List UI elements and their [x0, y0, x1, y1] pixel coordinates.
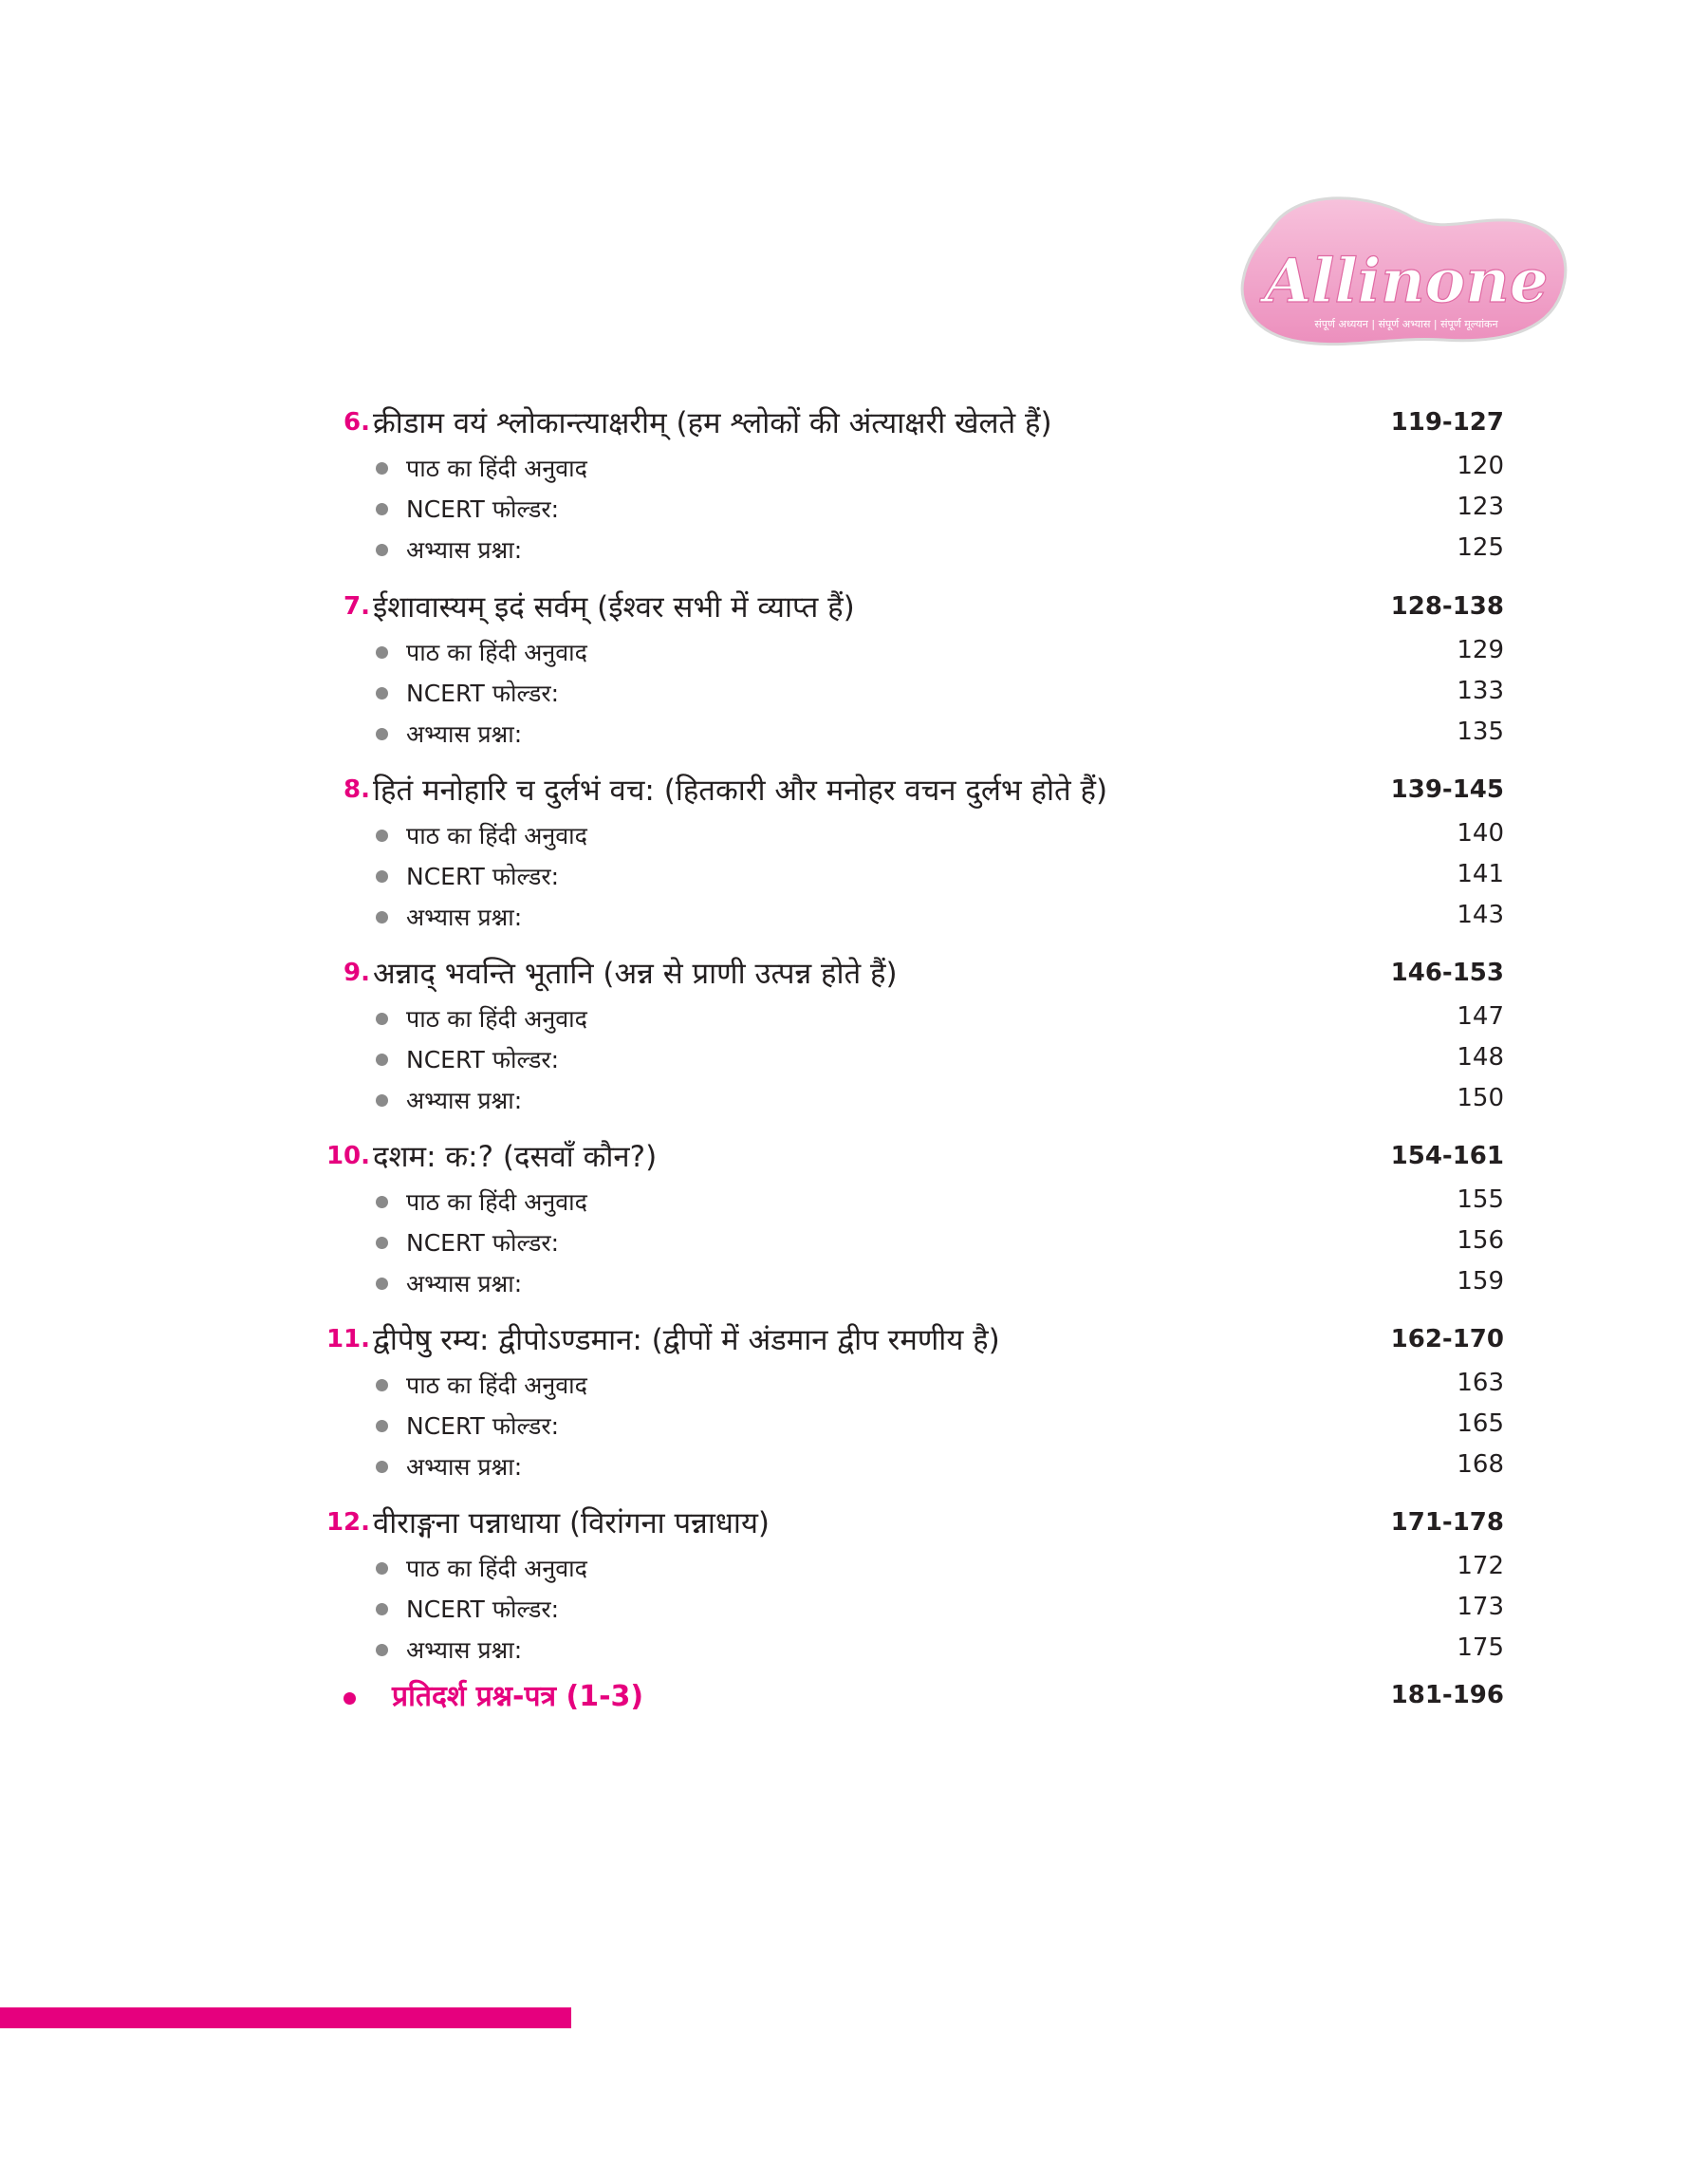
section-item	[313, 1406, 1504, 1446]
chapter-number: 7.	[343, 592, 370, 621]
chapter-number: 11.	[325, 1325, 370, 1353]
section-item	[313, 1080, 1504, 1121]
section-item	[313, 1039, 1504, 1080]
section-page: 159	[1457, 1267, 1504, 1296]
chapter-page-range: 128-138	[1390, 592, 1504, 621]
chapter-heading-row	[313, 585, 1504, 632]
section-page: 135	[1457, 718, 1504, 746]
section-item	[313, 897, 1504, 938]
chapter-heading-row	[313, 768, 1504, 815]
section-label: NCERT फोल्डर:	[406, 680, 559, 707]
section-label: NCERT फोल्डर:	[406, 1412, 559, 1440]
chapter-page-range: 162-170	[1390, 1325, 1504, 1353]
bullet-icon	[376, 728, 388, 740]
section-page: 173	[1457, 1593, 1504, 1621]
bullet-icon	[376, 1054, 388, 1066]
chapter-number: 10.	[325, 1142, 370, 1170]
logo-tagline: संपूर्ण अध्ययन | संपूर्ण अभ्यास | संपूर्ण मूल्यांकन	[1314, 318, 1498, 330]
bullet-icon	[376, 1420, 388, 1432]
chapter-page-range: 154-161	[1390, 1142, 1504, 1170]
section-page: 141	[1457, 860, 1504, 888]
chapter-title: द्वीपेषु रम्य: द्वीपोऽण्डमान: (द्वीपों में अंडमान द्वीप रमणीय है)	[373, 1323, 1000, 1357]
section-label: अभ्यास प्रश्ना:	[406, 536, 523, 564]
chapter-title: अन्नाद् भवन्ति भूतानि (अन्न से प्राणी उत्पन्न होते हैं)	[373, 957, 898, 991]
section-label: अभ्यास प्रश्ना:	[406, 1270, 523, 1297]
chapter-number: 9.	[343, 959, 370, 987]
bullet-icon	[376, 1461, 388, 1473]
bullet-icon	[376, 462, 388, 475]
section-page: 147	[1457, 1002, 1504, 1031]
chapter-heading-row	[313, 401, 1504, 448]
bullet-icon	[376, 1196, 388, 1208]
bullet-icon	[376, 646, 388, 659]
section-item	[313, 448, 1504, 489]
chapter-page-range: 171-178	[1390, 1508, 1504, 1537]
section-item	[313, 714, 1504, 755]
chapter-heading-row	[313, 1501, 1504, 1548]
bullet-icon	[376, 1278, 388, 1290]
chapter-number: 12.	[325, 1508, 370, 1537]
section-page: 168	[1457, 1450, 1504, 1479]
chapter-number: 6.	[343, 408, 370, 437]
section-page: 120	[1457, 452, 1504, 480]
section-page: 140	[1457, 819, 1504, 848]
section-label: अभ्यास प्रश्ना:	[406, 1453, 523, 1481]
section-label: पाठ का हिंदी अनुवाद	[406, 1005, 587, 1033]
section-page: 123	[1457, 493, 1504, 521]
bullet-icon	[376, 830, 388, 842]
bullet-icon	[376, 1013, 388, 1025]
chapter-entry	[313, 1317, 1504, 1487]
section-page: 150	[1457, 1084, 1504, 1112]
section-page: 155	[1457, 1185, 1504, 1214]
section-page: 148	[1457, 1043, 1504, 1072]
section-page: 133	[1457, 677, 1504, 705]
section-label: NCERT फोल्डर:	[406, 1229, 559, 1257]
section-label: पाठ का हिंदी अनुवाद	[406, 455, 587, 482]
bullet-icon	[376, 544, 388, 556]
chapter-entry	[313, 1501, 1504, 1670]
footer-accent-bar	[0, 2007, 571, 2028]
chapter-heading-row	[313, 1134, 1504, 1182]
brand-logo	[1234, 190, 1570, 351]
sample-papers-page-range: 181-196	[1390, 1681, 1504, 1709]
chapter-title: क्रीडाम वयं श्लोकान्त्याक्षरीम् (हम श्लोकों की अंत्याक्षरी खेलते हैं)	[373, 406, 1052, 440]
section-label: पाठ का हिंदी अनुवाद	[406, 1555, 587, 1582]
bullet-icon	[376, 1094, 388, 1107]
section-item	[313, 1446, 1504, 1487]
bullet-icon	[343, 1692, 356, 1705]
bullet-icon	[376, 1562, 388, 1575]
section-item	[313, 530, 1504, 570]
section-item	[313, 1548, 1504, 1589]
bullet-icon	[376, 1237, 388, 1249]
section-item	[313, 1365, 1504, 1406]
section-page: 143	[1457, 901, 1504, 929]
section-label: NCERT फोल्डर:	[406, 1595, 559, 1623]
section-label: पाठ का हिंदी अनुवाद	[406, 1371, 587, 1399]
logo-wordmark: Allinone	[1264, 246, 1549, 317]
sample-papers-entry	[313, 1673, 1504, 1721]
section-label: अभ्यास प्रश्ना:	[406, 1636, 523, 1664]
section-page: 172	[1457, 1552, 1504, 1580]
chapter-heading-row	[313, 1317, 1504, 1365]
section-page: 125	[1457, 533, 1504, 562]
section-label: पाठ का हिंदी अनुवाद	[406, 1188, 587, 1216]
chapter-entry	[313, 585, 1504, 755]
section-item	[313, 856, 1504, 897]
section-item	[313, 1263, 1504, 1304]
chapter-page-range: 146-153	[1390, 959, 1504, 987]
section-item	[313, 673, 1504, 714]
bullet-icon	[376, 1379, 388, 1391]
section-label: NCERT फोल्डर:	[406, 1046, 559, 1073]
chapter-title: दशम: क:? (दसवाँ कौन?)	[373, 1140, 658, 1174]
section-item	[313, 1589, 1504, 1630]
section-item	[313, 815, 1504, 856]
section-item	[313, 1630, 1504, 1670]
bullet-icon	[376, 911, 388, 924]
section-label: पाठ का हिंदी अनुवाद	[406, 639, 587, 666]
bullet-icon	[376, 1603, 388, 1615]
chapter-entry	[313, 768, 1504, 938]
section-page: 163	[1457, 1369, 1504, 1397]
chapter-title: हितं मनोहारि च दुर्लभं वच: (हितकारी और मनोहर वचन दुर्लभ होते हैं)	[373, 774, 1108, 808]
chapter-entry	[313, 951, 1504, 1121]
chapter-entry	[313, 401, 1504, 570]
section-label: पाठ का हिंदी अनुवाद	[406, 822, 587, 849]
bullet-icon	[376, 687, 388, 700]
section-label: अभ्यास प्रश्ना:	[406, 720, 523, 748]
chapter-title: ईशावास्यम् इदं सर्वम् (ईश्वर सभी में व्याप्त हैं)	[373, 590, 855, 625]
chapter-page-range: 119-127	[1390, 408, 1504, 437]
section-item	[313, 632, 1504, 673]
bullet-icon	[376, 870, 388, 883]
section-label: अभ्यास प्रश्ना:	[406, 904, 523, 931]
sample-papers-label: प्रतिदर्श प्रश्न-पत्र (1-3)	[392, 1680, 644, 1713]
section-page: 129	[1457, 636, 1504, 664]
section-page: 165	[1457, 1409, 1504, 1438]
section-item	[313, 1222, 1504, 1263]
bullet-icon	[376, 503, 388, 515]
section-label: NCERT फोल्डर:	[406, 863, 559, 890]
chapter-entry	[313, 1134, 1504, 1304]
chapter-title: वीराङ्गना पन्नाधाया (विरांगना पन्नाधाय)	[373, 1506, 770, 1540]
section-page: 156	[1457, 1226, 1504, 1255]
chapter-page-range: 139-145	[1390, 775, 1504, 804]
bullet-icon	[376, 1644, 388, 1656]
section-item	[313, 998, 1504, 1039]
chapter-heading-row	[313, 951, 1504, 998]
section-page: 175	[1457, 1633, 1504, 1662]
section-label: NCERT फोल्डर:	[406, 495, 559, 523]
section-item	[313, 1182, 1504, 1222]
chapter-number: 8.	[343, 775, 370, 804]
section-item	[313, 489, 1504, 530]
section-label: अभ्यास प्रश्ना:	[406, 1087, 523, 1114]
